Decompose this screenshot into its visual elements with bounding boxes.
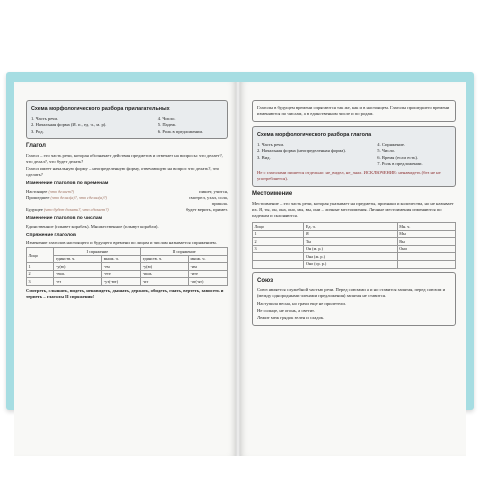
conjugation-heading: Спряжение глаголов [26,232,77,238]
pronoun-table [252,222,456,268]
tense-row: Будущее (что будет делать?, что сделает?) будет верить, примет. [26,207,228,213]
verb-item: 6. Время (если есть). [377,154,419,160]
verb-heading: Глагол [26,143,46,150]
ne-rule-note: Не с глаголами пишется отдельно: не_видел, не_знал. ИСКЛЮЧЕНИЕ: ненавидеть (без не не употребляется). [257,170,441,182]
table-row: Оно (ср. р.) [253,260,456,268]
conjunction-example: Лежит меж грядок зелен и сладок. [257,314,325,320]
table-row: 1 Я Мы [253,230,456,238]
adj-item: 5. Падеж. [157,122,177,128]
verb-scheme-title: Схема морфологического разбора глагола [257,132,372,139]
pronoun-definition: Местоимение – это часть речи, которая указывает на предметы, признаки и количества, но не называет их. Я, ты, он, она, оно, мы, вы, они – личные местоимения. Личные местоимения изменяются по падежам и склоняются. [252,201,454,219]
pronoun-heading: Местоимение [252,191,293,198]
verb-item: 3. Вид. [257,154,271,160]
conjunction-example: Не солнце, не огонь, а светит. [257,307,315,313]
adj-item: 3. Род. [31,128,44,134]
verb-scheme-box [252,126,456,187]
table-header: II спряжение [141,248,228,256]
number-text: Единственное (плывет кораблъ). Множественное (плывут корабли). [26,223,159,229]
table-row: 3 -ет -ут(-ют) -ит -ат(-ят) [27,278,228,286]
table-row: 3 Он (м. р.) Они [253,245,456,253]
right-page [240,82,466,456]
table-header: Лицо [253,223,304,231]
tense-heading: Изменение глаголов по временам [26,181,109,187]
verb-item: 1. Часть речи. [257,141,285,147]
conjugation-table [26,247,228,286]
verb-definition-2: Глагол имеет начальную форму – неопределенную форму, отвечающую на вопрос что делать?, что сделать? [26,166,220,178]
adj-item: 4. Число. [157,115,176,121]
tense-row: Настоящее (что делает?) пишет, учится, [26,188,228,194]
verb-item: 4. Спряжение. [377,141,406,147]
exceptions-text: Смотреть, слышать, видеть, ненавидеть, дышать, держать, обидеть, гнать, вертеть, зависеть и терпеть – глаголы II спряжения! [26,287,224,300]
conjunction-example: Наступила весна, но грачи еще не прилетели. [257,300,346,306]
table-row: 1 -у(ю) -ем -у(ю) -им [27,263,228,271]
left-page [14,82,236,456]
table-header: Лицо [27,248,54,263]
table-subheader: единств. ч. [54,255,102,263]
table-header: I спряжение [54,248,141,256]
conjunction-box [252,272,456,326]
verb-item: 5. Число. [377,148,396,154]
adjective-scheme-box [26,100,228,139]
conjunction-text: Союз является служебной частью речи. Перед союзами а и но ставится запятая, перед союзом и (между однородными членами предложения) запятая не ставится. [257,287,446,299]
tense-row: Прошедшее (что делал(а)?, что сделал(а)?) смотрел, ухал, сола, [26,195,228,200]
adj-item: 6. Роль в предложении. [157,128,204,134]
verb-item: 2. Начальная форма (неопределенная форма). [257,148,346,154]
conjunction-heading: Союз [257,277,274,284]
table-row: 2 Ты Вы [253,238,456,246]
table-subheader: единств. ч. [141,255,189,263]
adj-item: 1. Часть речи. [31,115,59,121]
table-header: Ед. ч. [304,223,397,231]
table-row: 2 -ешь -ете -ишь -ите [27,270,228,278]
verb-item: 7. Роль в предложении. [377,161,423,167]
table-subheader: множ. ч. [188,255,227,263]
table-header: Мн. ч. [397,223,455,231]
future-tense-note: Глаголы в будущем времени спрягаются так же, как и в настоящем. Глаголы прошедшего времени изменяются по числам, а в единственном числе и по родам. [257,105,450,117]
tense-row: пришла. [211,201,228,207]
future-tense-note-box [252,100,456,122]
adjective-scheme-title: Схема морфологического разбора прилагательных [31,106,170,112]
conjugation-text: Изменение глаголов настоящего и будущего времени по лицам и числам называется спряжением. [26,240,217,246]
number-heading: Изменение глаголов по числам [26,216,103,222]
verb-definition: Глагол – это часть речи, которая обозначает действия предметов и отвечает на вопросы: что делает?, что делал?, что будет делать? [26,153,223,165]
adj-item: 2. Начальная форма (И. п., ед. ч., м. р). [31,122,107,128]
table-row: Она (ж. р.) [253,253,456,261]
table-subheader: множ. ч. [102,255,141,263]
